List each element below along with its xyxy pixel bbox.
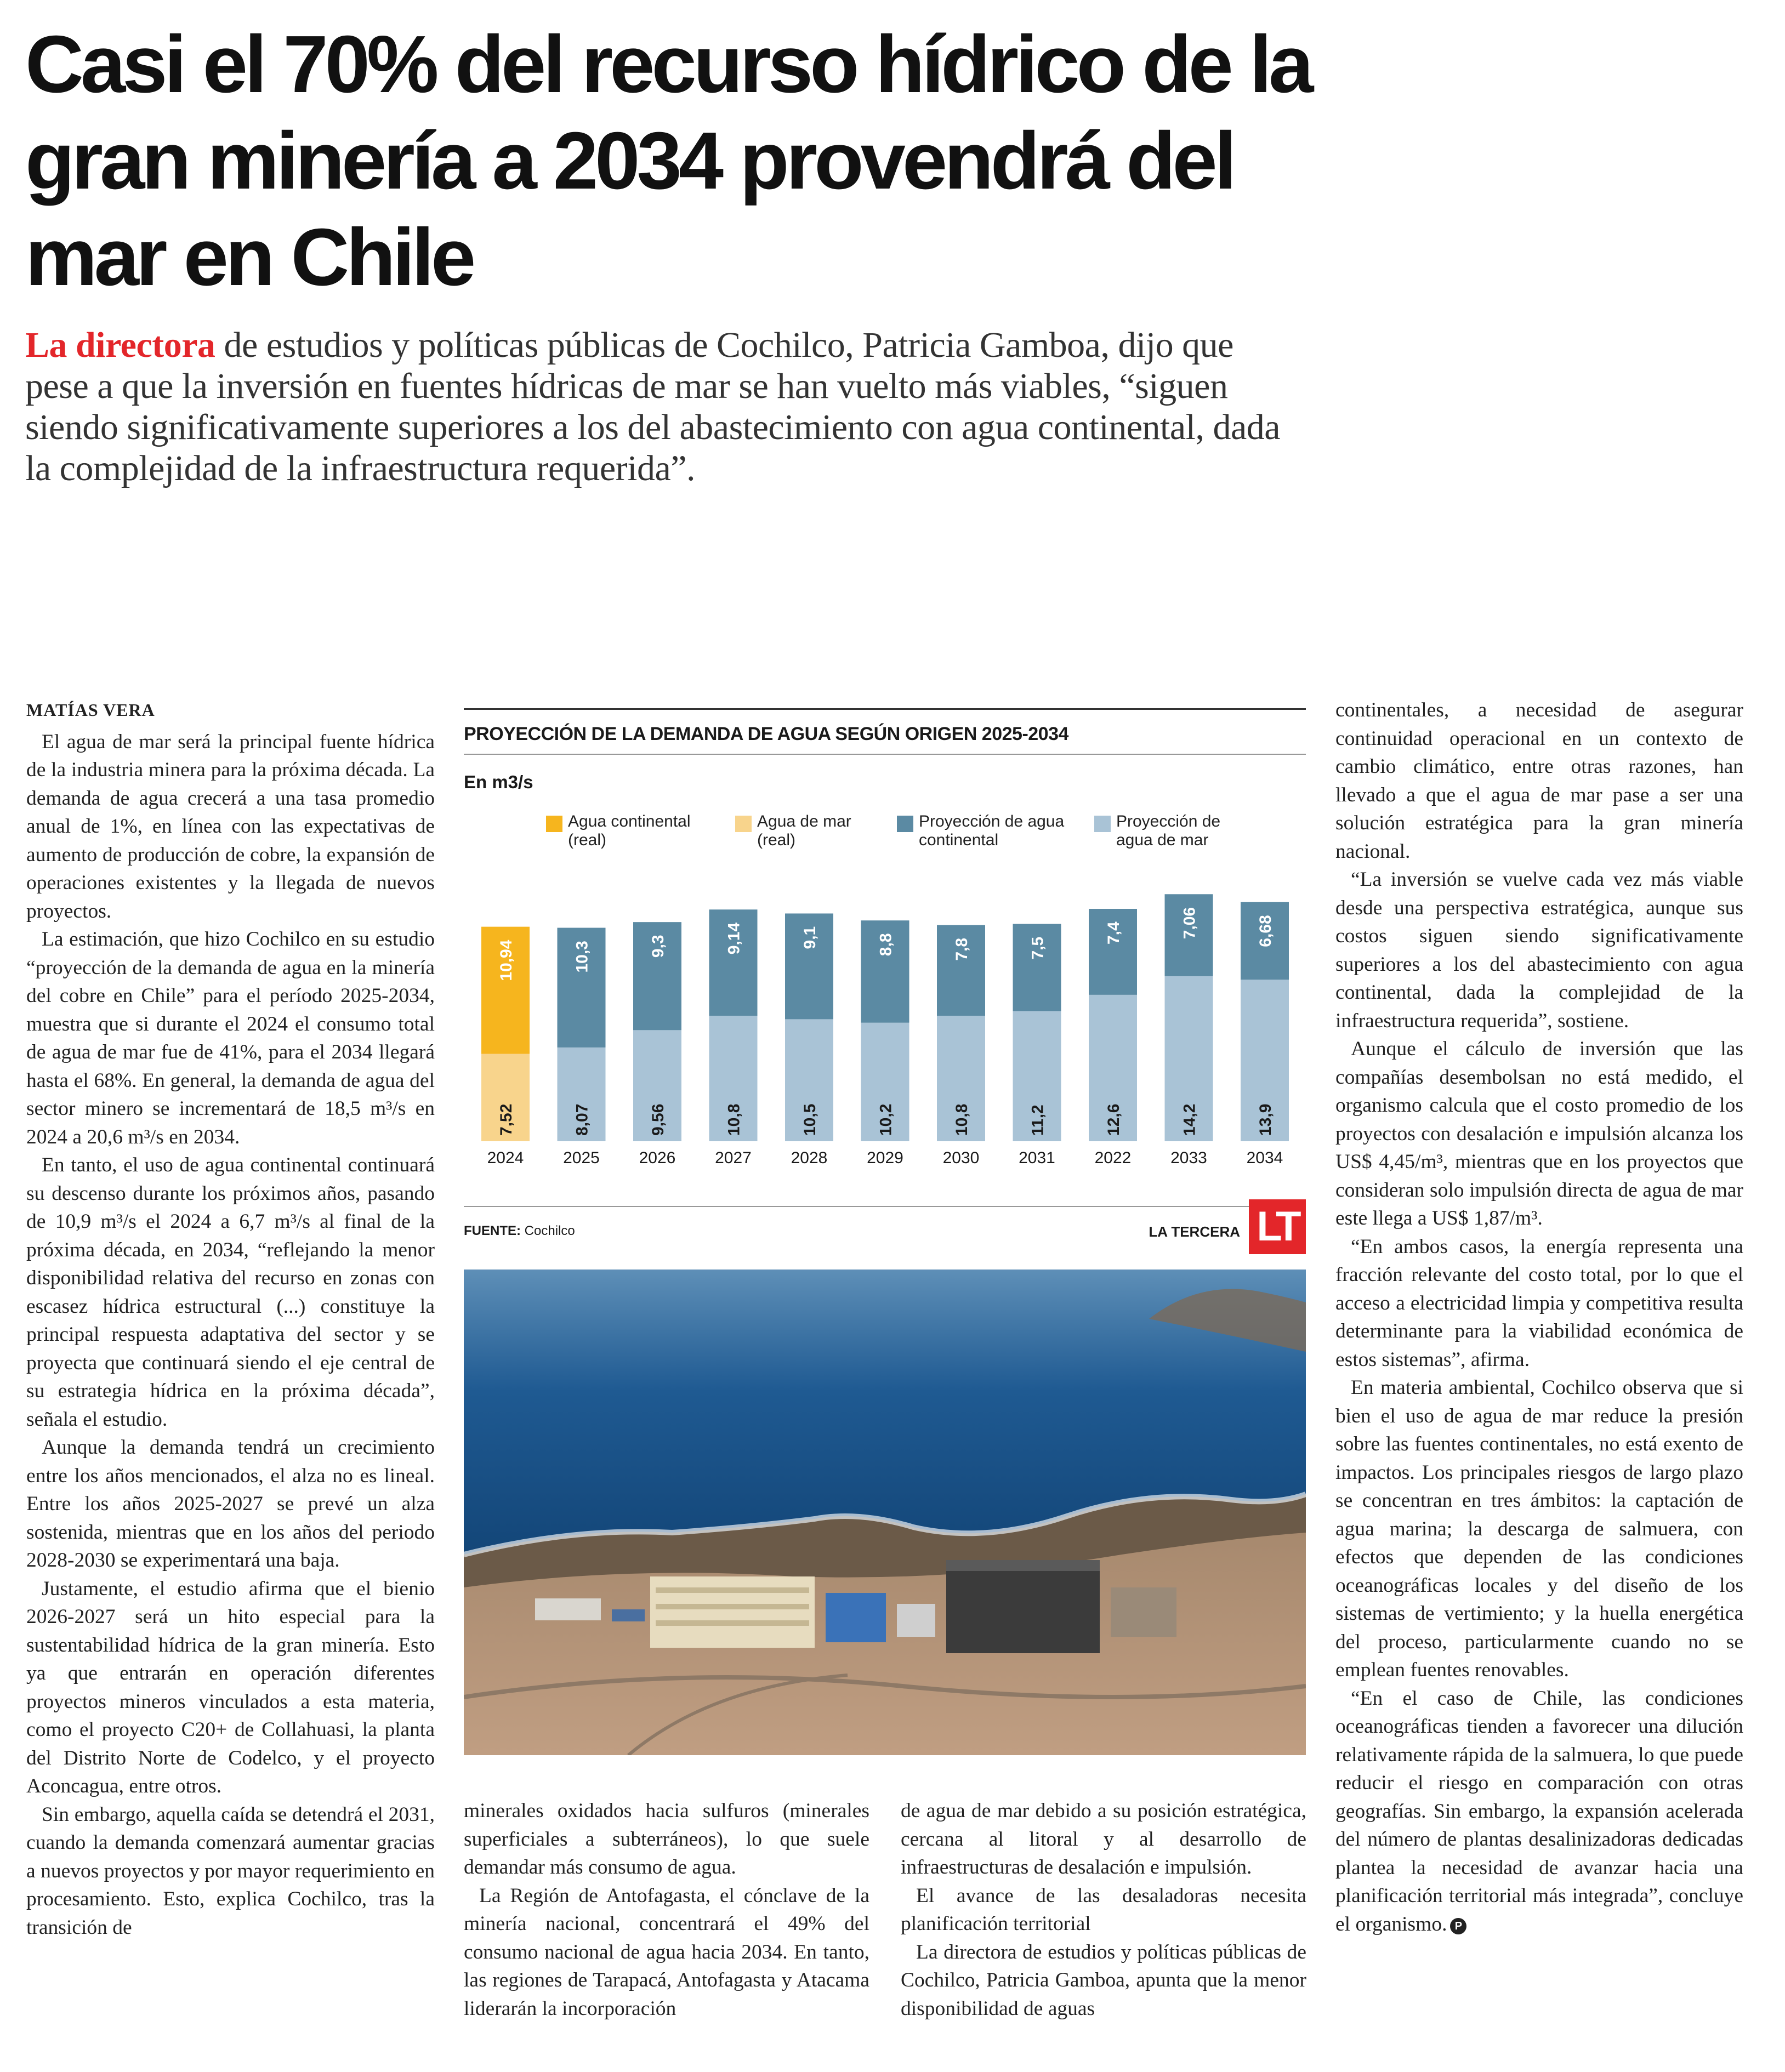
label-sea-water-2028: 10,5 xyxy=(801,1103,819,1136)
paragraph: El agua de mar será la principal fuente hídrica de la industria minera para la próxima década. La demanda de agua crecerá a una tasa promedio anual de 1%, en línea con las expectativas de aumento de producción de cobre, la expansión de operaciones existentes y la llegada de nuevos proyectos. xyxy=(26,730,435,923)
subheading: El avance de las desaladoras necesita planificación territorial xyxy=(901,1884,1306,1935)
paragraph: minerales oxidados hacia sulfuros (minerales superficiales a subterráneos), lo que suele demandar más consumo de agua. xyxy=(464,1800,869,1879)
label-sea-water-2030: 10,8 xyxy=(953,1103,971,1136)
chart-footer xyxy=(464,1203,1306,1250)
category-label-2031: 2031 xyxy=(1019,1149,1055,1167)
paragraph: de agua de mar debido a su posición estratégica, cercana al litoral y al desarrollo de infraestructuras de desalación e impulsión. xyxy=(901,1800,1306,1879)
category-label-2034: 2034 xyxy=(1246,1149,1283,1167)
paragraph: En tanto, el uso de agua continental continuará su descenso durante los próximos años, pasando de 10,9 m³/s el 2024 a 6,7 m³/s al final de la próxima década, en 2034, “reflejando la menor disponibilidad relativa del recurso en zonas con escasez hídrica estructural (...) constituye la principal respuesta adaptativa del sector y se proyecta que continuará siendo el eje central de su estrategia hídrica en la próxima década”, señala el estudio. xyxy=(26,1154,435,1431)
legend-swatch xyxy=(1094,816,1111,832)
label-continental-water-2024: 10,94 xyxy=(497,940,515,981)
paragraph: La directora de estudios y políticas públicas de Cochilco, Patricia Gamboa, apunta que la menor disponibilidad de aguas xyxy=(901,1940,1306,2020)
chart-source xyxy=(464,1223,575,1239)
legend-swatch xyxy=(735,816,752,832)
paragraph: Justamente, el estudio afirma que el bienio 2026-2027 será un hito especial para la sustentabilidad hídrica de la gran minería. Esto ya que entrarán en operación diferentes proyectos mineros vinculados a esta materia, como el proyecto C20+ de Collahuasi, la planta del Distrito Norte de Codelco, y el proyecto Aconcagua, entre otros. xyxy=(26,1577,435,1797)
chart-title: PROYECCIÓN DE LA DEMANDA DE AGUA SEGÚN ORIGEN 2025-2034 xyxy=(464,724,1068,744)
source-label: FUENTE: xyxy=(464,1223,521,1238)
category-label-2030: 2030 xyxy=(942,1149,980,1167)
paragraph: continentales, a necesidad de asegurar continuidad operacional en un contexto de cambio climático, entre otras razones, han llevado a que el agua de mar pase a ser una solución estratégica para la gran minería nacional. xyxy=(1335,699,1743,863)
category-label-2024: 2024 xyxy=(487,1149,524,1167)
legend-label: Agua continental (real) xyxy=(568,812,691,849)
label-continental-water-2030: 7,8 xyxy=(953,937,971,961)
category-label-2026: 2026 xyxy=(639,1149,676,1167)
article-column-2 xyxy=(464,1797,869,2023)
legend-swatch xyxy=(546,816,562,832)
label-sea-water-2029: 10,2 xyxy=(877,1103,895,1136)
closing-text: “En el caso de Chile, las condiciones oceanográficas tienden a favorecer una dilución relativamente rápida de la salmuera, lo que puede reducir el riesgo en comparación con otras geografías. Sin embargo, la expansión acelerada del número de plantas desalinizadoras dedicadas plantea la necesidad de avanzar hacia una planificación territorial más integrada”, concluye el organismo. xyxy=(1335,1687,1743,1936)
legend-label: Agua de mar (real) xyxy=(757,812,851,849)
legend-label: Proyección de agua de mar xyxy=(1116,812,1221,849)
paragraph: La estimación, que hizo Cochilco en su estudio “proyección de la demanda de agua en la minería del cobre en Chile” para el período 2025-2034, muestra que si durante el 2024 el consumo total de agua de mar fue de 41%, para el 2034 llegará hasta el 68%. En general, la demanda de agua del sector minero se incrementará de 18,5 m³/s en 2024 a 20,6 m³/s en 2034. xyxy=(26,928,435,1148)
category-label-2033: 2033 xyxy=(1170,1149,1207,1167)
chart-unit: En m3/s xyxy=(464,772,533,792)
label-continental-water-2025: 10,3 xyxy=(573,941,592,973)
label-sea-water-2026: 9,56 xyxy=(649,1103,667,1136)
water-demand-chart xyxy=(464,697,1306,1250)
aerial-coast-illustration xyxy=(464,1270,1306,1755)
la-tercera-logo: LT xyxy=(1249,1199,1306,1254)
paragraph: Aunque el cálculo de inversión que las compañías desembolsan no está medido, el organismo calcula que el costo promedio de los proyectos con desalación e impulsión alcanza los US$ 4,45/m³, mientras que en los proyectos que consideran solo impulsión directa de agua de mar este llega a US$ 1,87/m³. xyxy=(1335,1038,1743,1229)
end-of-article-icon: P xyxy=(1450,1918,1466,1934)
article-column-3 xyxy=(901,1797,1306,2023)
label-continental-water-2034: 6,68 xyxy=(1257,915,1275,947)
label-continental-water-2026: 9,3 xyxy=(649,935,667,958)
label-sea-water-2031: 11,2 xyxy=(1028,1105,1047,1136)
category-label-2027: 2027 xyxy=(715,1149,752,1167)
category-label-2025: 2025 xyxy=(563,1149,600,1167)
label-sea-water-2034: 13,9 xyxy=(1257,1103,1275,1136)
label-sea-water-2024: 7,52 xyxy=(497,1103,515,1136)
label-sea-water-2033: 14,2 xyxy=(1180,1103,1199,1136)
label-continental-water-2028: 9,1 xyxy=(801,926,819,949)
headline: Casi el 70% del recurso hídrico de la gran minería a 2034 provendrá del mar en Chile xyxy=(25,19,1311,303)
source-value: Cochilco xyxy=(524,1223,575,1238)
label-continental-water-2027: 9,14 xyxy=(725,922,743,955)
lead-paragraph xyxy=(25,325,1303,489)
label-continental-water-2031: 7,5 xyxy=(1028,936,1047,960)
desalination-plant-photo xyxy=(464,1270,1306,1755)
paragraph: “En ambos casos, la energía representa una fracción relevante del costo total, por lo que el acceso a electricidad limpia y competitiva resulta determinante para la viabilidad económica de estos sistemas”, afirma. xyxy=(1335,1235,1743,1371)
label-sea-water-2022: 12,6 xyxy=(1105,1103,1123,1136)
legend-swatch xyxy=(897,816,913,832)
category-label-2022: 2022 xyxy=(1094,1149,1132,1167)
chart-title-bar xyxy=(464,708,1306,755)
paragraph: “La inversión se vuelve cada vez más viable desde una perspectiva estratégica, aunque sus costos siguen siendo significativamente superiores a los del abastecimiento con agua continental, dada la complejidad de la infraestructura requerida”, sostiene. xyxy=(1335,868,1743,1032)
category-label-2028: 2028 xyxy=(791,1149,828,1167)
byline: MATÍAS VERA xyxy=(26,700,155,720)
lead-kicker: La directora xyxy=(25,325,215,365)
chart-plot xyxy=(464,867,1306,1196)
category-label-2029: 2029 xyxy=(867,1149,903,1167)
chart-legend xyxy=(464,812,1306,856)
label-continental-water-2029: 8,8 xyxy=(877,933,895,957)
legend-label: Proyección de agua continental xyxy=(919,812,1065,849)
paragraph: En materia ambiental, Cochilco observa que si bien el uso de agua de mar reduce la presión sobre las fuentes continentales, no está exento de impactos. Los principales riesgos de largo plazo se concentran en tres ámbitos: la captación de agua marina; la descarga de salmuera, con efectos que dependen de las condiciones oceanográficas locales y del diseño de los sistemas de vertimiento; y la huella energética del proceso, particularmente cuando no se emplean fuentes renovables. xyxy=(1335,1376,1743,1681)
paragraph xyxy=(1335,1684,1743,1939)
brand-name: LA TERCERA xyxy=(1149,1223,1240,1240)
paragraph: La Región de Antofagasta, el cónclave de la minería nacional, concentrará el 49% del consumo nacional de agua hacia 2034. En tanto, las regiones de Tarapacá, Antofagasta y Atacama liderarán la incorporación xyxy=(464,1884,869,2020)
paragraph: Aunque la demanda tendrá un crecimiento entre los años mencionados, el alza no es lineal. Entre los años 2025-2027 se prevé un alza sostenida, mientras que en los años del periodo 2028-2030 se experimentará una baja. xyxy=(26,1436,435,1572)
label-continental-water-2022: 7,4 xyxy=(1105,921,1123,944)
label-sea-water-2025: 8,07 xyxy=(573,1103,592,1136)
paragraph: Sin embargo, aquella caída se detendrá el 2031, cuando la demanda comenzará aumentar gracias a nuevos proyectos y por mayor requerimiento en procesamiento. Esto, explica Cochilco, tras la transición de xyxy=(26,1803,435,1939)
label-continental-water-2033: 7,06 xyxy=(1180,907,1199,940)
label-sea-water-2027: 10,8 xyxy=(725,1103,743,1136)
article-column-4 xyxy=(1335,696,1743,1938)
lead-text: de estudios y políticas públicas de Cochilco, Patricia Gamboa, dijo que pese a que la inversión en fuentes hídricas de mar se han vuelto más viables, “siguen siendo significativamente superiores a los del abastecimiento con agua continental, dada la complejidad de la infraestructura requerida”. xyxy=(25,325,1281,488)
article-column-1 xyxy=(26,696,435,1942)
